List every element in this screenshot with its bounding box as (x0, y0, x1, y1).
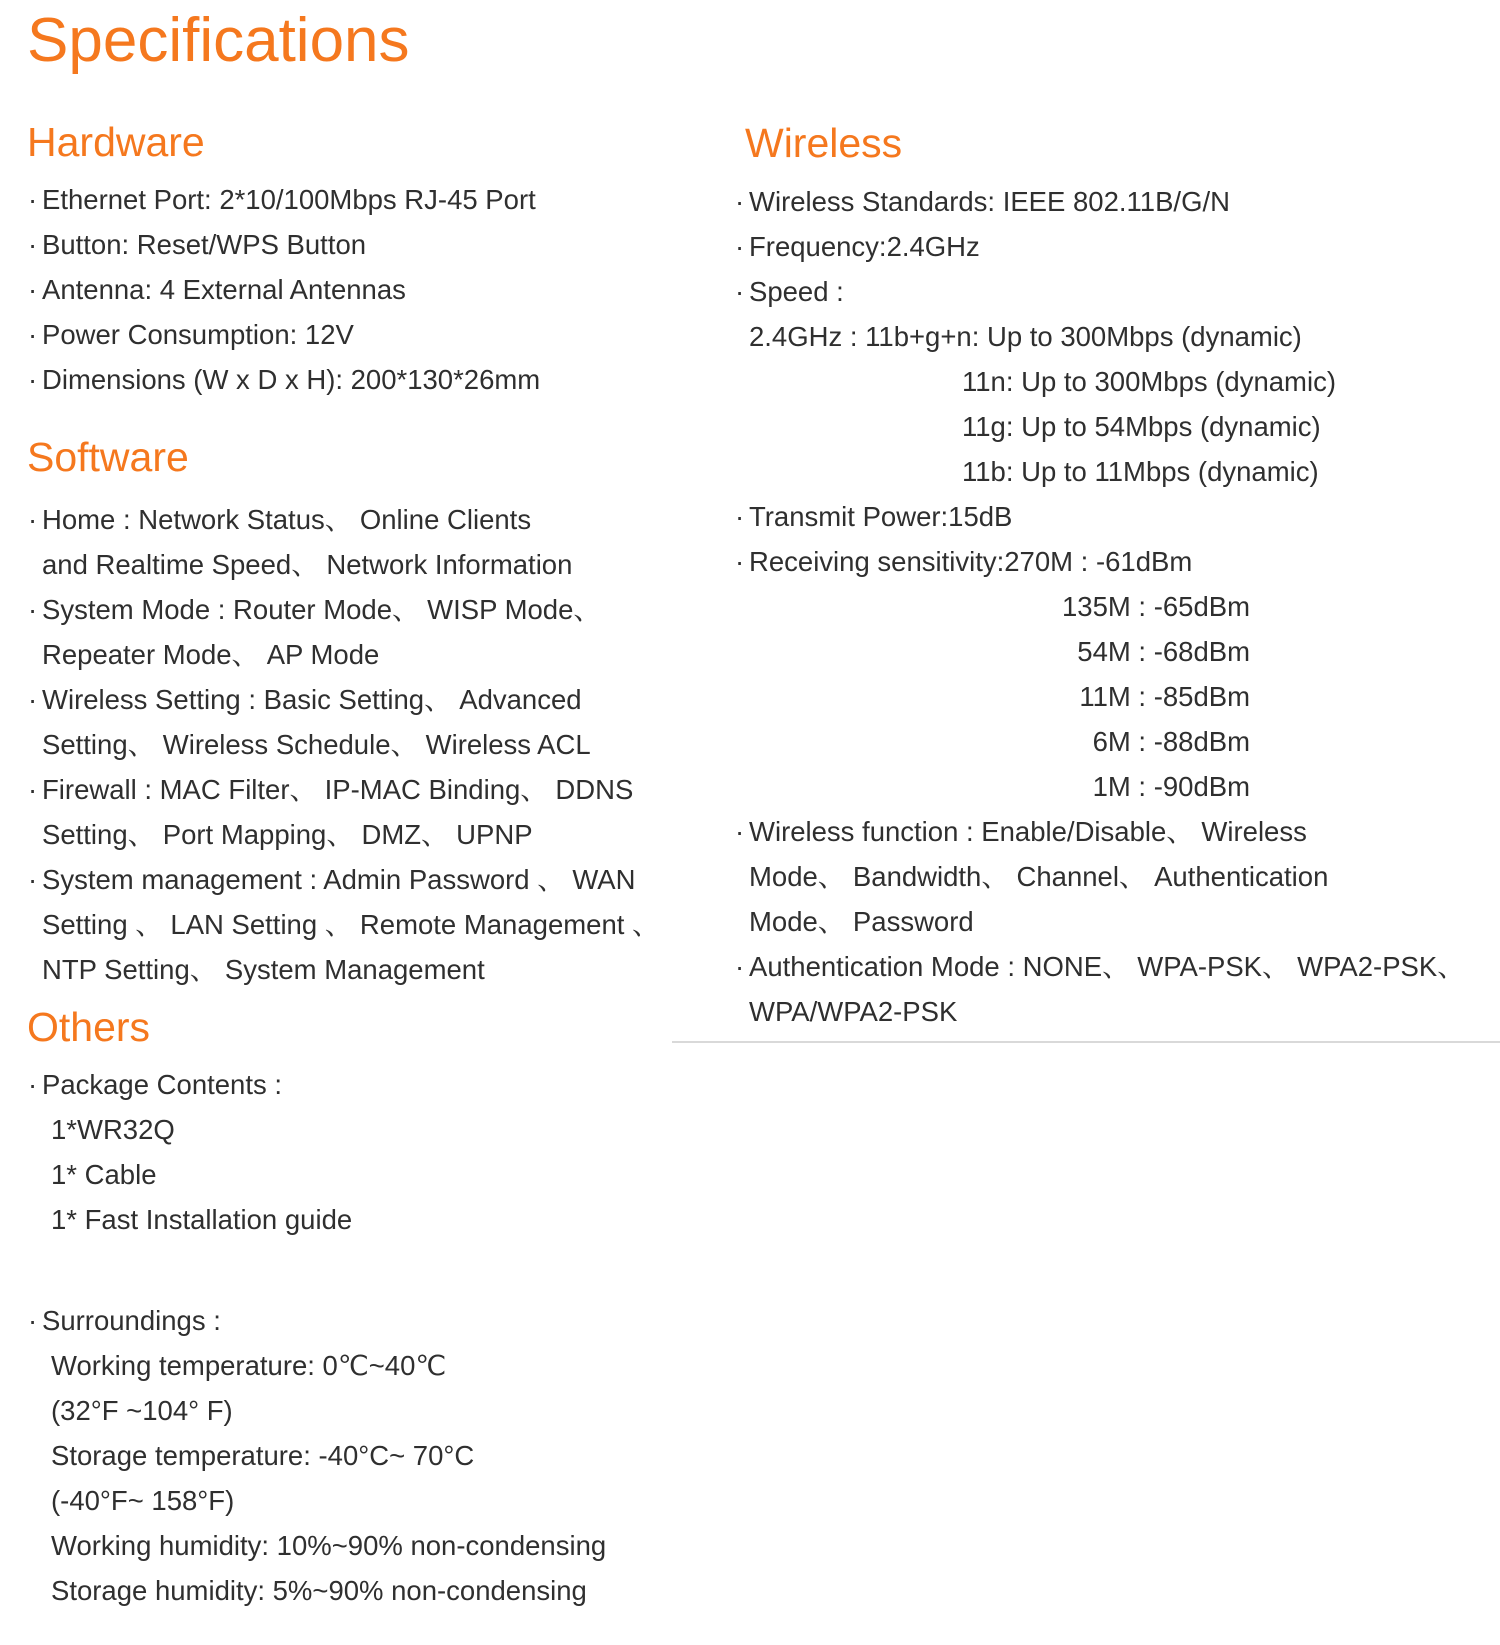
spec-line (28, 1107, 352, 1152)
spec-line (28, 1568, 606, 1613)
spec-text: Mode、 Bandwidth、 Channel、 Authentication (749, 861, 1329, 892)
bullet: · (735, 816, 745, 847)
bullet: · (735, 546, 745, 577)
spec-text: Home : Network Status、 Online Clients (42, 504, 532, 535)
spec-text: Receiving sensitivity:270M : -61dBm (749, 546, 1193, 577)
bullet: · (28, 504, 38, 535)
spec-text: Mode、 Password (749, 906, 974, 937)
spec-line (28, 857, 660, 902)
spec-line (28, 542, 660, 587)
spec-line (28, 497, 660, 542)
section-heading-hardware: Hardware (27, 119, 205, 165)
spec-line (28, 1388, 606, 1433)
bullet: · (28, 1069, 38, 1100)
spec-line (735, 404, 1500, 449)
spec-text: Frequency:2.4GHz (749, 231, 980, 262)
spec-line (28, 722, 660, 767)
spec-line (28, 1197, 352, 1242)
bullet: · (28, 864, 38, 895)
spec-line (28, 947, 660, 992)
spec-text: Power Consumption: 12V (42, 319, 354, 350)
spec-line (735, 539, 1500, 584)
spec-text: Dimensions (W x D x H): 200*130*26mm (42, 364, 541, 395)
bullet: · (735, 276, 745, 307)
spec-text: Package Contents : (42, 1069, 283, 1100)
spec-line (735, 899, 1500, 944)
spec-line (28, 812, 660, 857)
bullet: · (28, 594, 38, 625)
bullet: · (28, 184, 38, 215)
spec-text: and Realtime Speed、 Network Information (42, 549, 573, 580)
bullet: · (28, 364, 38, 395)
spec-line (735, 764, 1250, 809)
spec-line (28, 357, 540, 402)
spec-text: Speed : (749, 276, 844, 307)
bullet: · (28, 774, 38, 805)
spec-text: 135M : -65dBm (1061, 591, 1250, 622)
bullet: · (28, 319, 38, 350)
spec-text: Repeater Mode、 AP Mode (42, 639, 380, 670)
spec-text: 1* Cable (51, 1159, 157, 1190)
spec-text: 11b: Up to 11Mbps (dynamic) (962, 456, 1319, 487)
spec-line (28, 177, 540, 222)
spec-text: Storage humidity: 5%~90% non-condensing (51, 1575, 587, 1606)
spec-line (28, 1298, 606, 1343)
bullet: · (735, 231, 745, 262)
spec-text: Firewall : MAC Filter、 IP-MAC Binding、 DDNS (42, 774, 634, 805)
spec-text: (32°F ~104° F) (51, 1395, 233, 1426)
software-list (28, 497, 660, 992)
spec-line (28, 312, 540, 357)
bullet: · (735, 951, 745, 982)
bullet: · (735, 501, 745, 532)
bullet: · (28, 684, 38, 715)
spec-text: Working temperature: 0℃~40℃ (51, 1350, 447, 1381)
spec-text: Wireless function : Enable/Disable、 Wireless (749, 816, 1307, 847)
surroundings-list (28, 1298, 606, 1613)
package-contents-list (28, 1062, 352, 1242)
bullet: · (28, 274, 38, 305)
spec-text: Setting、 Port Mapping、 DMZ、 UPNP (42, 819, 533, 850)
spec-line (28, 677, 660, 722)
spec-text: Wireless Setting : Basic Setting、 Advanced (42, 684, 582, 715)
spec-line (735, 359, 1500, 404)
spec-text: Wireless Standards: IEEE 802.11B/G/N (749, 186, 1230, 217)
spec-text: (-40°F~ 158°F) (51, 1485, 235, 1516)
section-heading-wireless: Wireless (745, 120, 903, 166)
spec-line (735, 674, 1250, 719)
spec-line (735, 854, 1500, 899)
spec-text: System Mode : Router Mode、 WISP Mode、 (42, 594, 601, 625)
spec-line (28, 1523, 606, 1568)
spec-line (28, 632, 660, 677)
spec-text: 11M : -85dBm (1079, 681, 1250, 712)
spec-text: Button: Reset/WPS Button (42, 229, 367, 260)
bullet: · (28, 229, 38, 260)
page-title: Specifications (27, 6, 410, 75)
spec-text: 11n: Up to 300Mbps (dynamic) (962, 366, 1336, 397)
spec-line (735, 224, 1500, 269)
spec-text: Transmit Power:15dB (749, 501, 1013, 532)
spec-text: Surroundings : (42, 1305, 221, 1336)
spec-text: 2.4GHz : 11b+g+n: Up to 300Mbps (dynamic) (749, 321, 1302, 352)
spec-text: NTP Setting、 System Management (42, 954, 485, 985)
spec-text: Setting、 Wireless Schedule、 Wireless ACL (42, 729, 591, 760)
spec-line (28, 902, 660, 947)
spec-line (28, 1433, 606, 1478)
spec-line (735, 179, 1500, 224)
spec-line (735, 809, 1500, 854)
spec-line (28, 587, 660, 632)
spec-text: Antenna: 4 External Antennas (42, 274, 406, 305)
spec-text: 54M : -68dBm (1077, 636, 1250, 667)
section-heading-others: Others (27, 1004, 151, 1050)
bullet: · (28, 1305, 38, 1336)
spec-line (28, 222, 540, 267)
section-heading-software: Software (27, 434, 189, 480)
spec-text: 1* Fast Installation guide (51, 1204, 353, 1235)
spec-line (28, 1152, 352, 1197)
spec-text: 11g: Up to 54Mbps (dynamic) (962, 411, 1321, 442)
spec-text: System management : Admin Password 、 WAN (42, 864, 636, 895)
spec-text: Ethernet Port: 2*10/100Mbps RJ-45 Port (42, 184, 536, 215)
section-divider (672, 1041, 1500, 1043)
spec-line (28, 1062, 352, 1107)
spec-text: WPA/WPA2-PSK (749, 996, 958, 1027)
spec-line (28, 1343, 606, 1388)
spec-line (735, 314, 1500, 359)
spec-text: Setting 、 LAN Setting 、 Remote Management 、 (42, 909, 660, 940)
spec-line (735, 944, 1500, 989)
spec-text: Storage temperature: -40°C~ 70°C (51, 1440, 475, 1471)
spec-text: Authentication Mode : NONE、 WPA-PSK、 WPA2-PSK、 (749, 951, 1465, 982)
spec-line (28, 767, 660, 812)
spec-line (735, 584, 1250, 629)
spec-line (735, 629, 1250, 674)
wireless-list (735, 179, 1500, 1034)
spec-text: Working humidity: 10%~90% non-condensing (51, 1530, 607, 1561)
spec-text: 6M : -88dBm (1092, 726, 1250, 757)
spec-line (28, 267, 540, 312)
spec-line (735, 449, 1500, 494)
spec-line (28, 1478, 606, 1523)
spec-text: 1M : -90dBm (1092, 771, 1250, 802)
spec-line (735, 494, 1500, 539)
spec-line (735, 989, 1500, 1034)
spec-line (735, 269, 1500, 314)
hardware-list (28, 177, 540, 402)
spec-line (735, 719, 1250, 764)
bullet: · (735, 186, 745, 217)
spec-text: 1*WR32Q (51, 1114, 175, 1145)
